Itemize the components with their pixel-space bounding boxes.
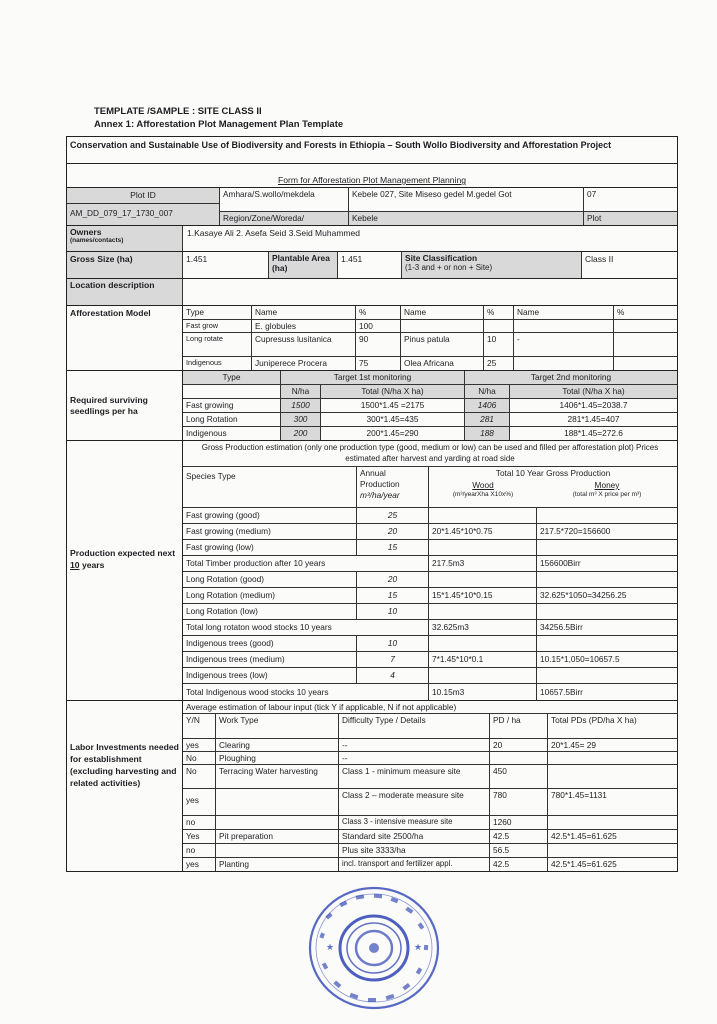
seedlings-header-target1: Target 1st monitoring — [281, 371, 465, 384]
production-cell-species: Total Timber production after 10 years — [183, 556, 429, 571]
model-cell-pct — [614, 333, 677, 356]
afforestation-model-section — [67, 306, 677, 371]
production-cell-species: Fast growing (good) — [183, 508, 357, 523]
plot-id-value: AM_DD_079_17_1730_007 — [67, 204, 219, 225]
seedlings-cell-total2: 1406*1.45=2038.7 — [559, 400, 628, 410]
seedlings-cell-nha2: 281 — [465, 413, 510, 426]
production-cell-species: Total long rotaton wood stocks 10 years — [183, 620, 429, 635]
labor-label: Labor Investments needed for establishment (excluding harvesting and related activities) — [67, 701, 183, 871]
production-header-wood: Wood — [472, 480, 494, 490]
model-cell-type: Fast grow — [183, 320, 252, 332]
location-value — [183, 279, 677, 305]
model-cell-pct: 10 — [484, 333, 514, 356]
project-title: Conservation and Sustainable Use of Biodiversity and Forests in Ethiopia – South Wollo Biodiversity and Afforestation Project — [70, 140, 612, 150]
labor-row — [183, 816, 677, 830]
labor-cell-total — [548, 765, 677, 788]
production-cell-species: Fast growing (low) — [183, 540, 357, 555]
production-cell-species: Long Rotation (low) — [183, 604, 357, 619]
seedlings-header-nha2: N/ha — [465, 385, 510, 398]
model-header-row — [183, 306, 677, 320]
labor-cell-pd: 450 — [490, 765, 548, 788]
production-total-row — [183, 684, 677, 700]
labor-cell-work — [216, 816, 339, 829]
labor-cell-difficulty: incl. transport and fertilizer appl. — [339, 858, 490, 871]
production-total-row — [183, 620, 677, 636]
production-cell-annual: 25 — [357, 508, 429, 523]
labor-cell-yn: Yes — [183, 830, 216, 843]
labor-section — [67, 701, 677, 871]
labor-cell-pd: 42.5 — [490, 830, 548, 843]
gross-size-value: 1.451 — [183, 252, 269, 278]
seedlings-row — [183, 399, 677, 413]
seedlings-cell-nha: 1500 — [281, 399, 321, 412]
labor-cell-difficulty: Plus site 3333/ha — [339, 844, 490, 857]
production-cell-money: 10.15*1,050=10657.5 — [540, 654, 620, 664]
model-header-name-2: Name — [401, 306, 484, 319]
model-header-type: Type — [183, 306, 252, 319]
production-header-annual: Annual Production — [360, 468, 400, 489]
model-row — [183, 333, 677, 357]
labor-cell-yn: yes — [183, 858, 216, 871]
seedlings-header-total2: Total (N/ha X ha) — [510, 385, 677, 398]
labor-cell-difficulty: -- — [339, 739, 490, 751]
template-heading: TEMPLATE /SAMPLE : SITE CLASS II — [94, 106, 262, 117]
seedlings-cell-total2: 188*1.45=272.6 — [564, 428, 623, 438]
model-header-name-1: Name — [252, 306, 356, 319]
production-cell-wood: 217.5m3 — [429, 556, 537, 571]
production-cell-species: Total Indigenous wood stocks 10 years — [183, 684, 429, 700]
seedlings-cell-total: 1500*1.45 =2175 — [321, 399, 465, 412]
production-note: Gross Production estimation (only one production type (good, medium or low) can be used and filled per afforestation plot) Prices estimated after harvest and yarding at road side — [201, 443, 659, 463]
seedlings-header-target2: Target 2nd monitoring — [530, 372, 612, 382]
production-cell-wood — [429, 604, 537, 619]
location-row — [67, 279, 677, 306]
model-cell-name: Juniperece Procera — [252, 357, 356, 370]
labor-row — [183, 789, 677, 816]
production-row — [183, 636, 677, 652]
production-cell-species: Long Rotation (good) — [183, 572, 357, 587]
production-cell-wood: 10.15m3 — [429, 684, 537, 700]
labor-cell-pd: 780 — [490, 789, 548, 815]
production-header-row — [183, 467, 677, 508]
labor-grid — [183, 701, 677, 871]
production-cell-annual: 10 — [357, 636, 429, 651]
production-cell-wood: 15*1.45*10*0.15 — [429, 588, 537, 603]
svg-text:★: ★ — [326, 943, 335, 953]
official-stamp-icon — [306, 884, 442, 1012]
production-row — [183, 604, 677, 620]
model-cell-type: Long rotate — [183, 333, 252, 356]
plan-table — [66, 136, 678, 872]
production-cell-wood: 32.625m3 — [429, 620, 537, 635]
seedlings-cell-type: Fast growing — [183, 399, 281, 412]
seedlings-cell-total: 300*1.45=435 — [321, 413, 465, 426]
seedlings-section — [67, 371, 677, 441]
production-row — [183, 540, 677, 556]
production-header-money: Money — [594, 480, 620, 490]
production-label: Production expected next 10 years — [70, 548, 176, 570]
production-total-row — [183, 556, 677, 572]
seedlings-cell-total: 200*1.45=290 — [321, 427, 465, 440]
model-cell-name — [401, 320, 484, 332]
production-row — [183, 668, 677, 684]
production-cell-money — [537, 636, 677, 651]
production-cell-money: 10657.5Birr — [540, 687, 583, 697]
labor-row — [183, 739, 677, 752]
production-header-annual-unit: m³/ha/year — [360, 490, 400, 500]
region-label: Region/Zone/Woreda/ — [220, 212, 348, 225]
labor-header-yn: Y/N — [183, 714, 216, 738]
seedlings-header-nha: N/ha — [281, 385, 321, 398]
seedlings-header-type: Type — [183, 371, 281, 384]
model-cell-type: Indigenous — [183, 357, 252, 370]
production-cell-wood: 7*1.45*10*0.1 — [429, 652, 537, 667]
model-cell-name: - — [514, 333, 614, 356]
labor-cell-work — [216, 844, 339, 857]
production-row — [183, 572, 677, 588]
project-title-row — [67, 137, 677, 164]
owners-sublabel: (names/contacts) — [70, 237, 124, 244]
production-cell-annual: 4 — [357, 668, 429, 683]
owners-label: Owners — [70, 227, 102, 237]
labor-cell-yn: yes — [183, 739, 216, 751]
production-cell-wood — [429, 540, 537, 555]
production-cell-money — [537, 508, 677, 523]
plot-id-block — [67, 188, 677, 226]
model-header-pct-1: % — [356, 306, 401, 319]
plantable-area-value: 1.451 — [338, 252, 402, 278]
owners-row — [67, 226, 677, 252]
gross-size-label: Gross Size (ha) — [67, 252, 183, 278]
seedlings-cell-nha2: 1406 — [465, 399, 510, 412]
labor-row — [183, 765, 677, 789]
seedlings-label: Required surviving seedlings per ha — [67, 371, 183, 440]
seedlings-row — [183, 413, 677, 427]
production-row — [183, 588, 677, 604]
production-cell-wood — [429, 636, 537, 651]
labor-cell-difficulty: Class 2 – moderate measure site — [339, 789, 490, 815]
labor-cell-total: 42.5*1.45=61.625 — [551, 831, 617, 841]
labor-cell-pd: 20 — [490, 739, 548, 751]
labor-cell-pd: 42.5 — [490, 858, 548, 871]
production-cell-species: Indigenous trees (low) — [183, 668, 357, 683]
production-cell-money — [537, 668, 677, 683]
production-cell-annual: 20 — [357, 524, 429, 539]
production-header-money-unit: (total m³ X price per m³) — [572, 491, 642, 498]
production-cell-money: 156600Birr — [540, 558, 581, 568]
model-cell-name: Pinus patula — [401, 333, 484, 356]
region-value: Amhara/S.wollo/mekdela — [220, 188, 348, 212]
production-header-total: Total 10 Year Gross Production — [495, 468, 611, 478]
production-cell-species: Indigenous trees (good) — [183, 636, 357, 651]
seedlings-cell-nha2: 188 — [465, 427, 510, 440]
production-cell-wood — [429, 572, 537, 587]
seedlings-grid — [183, 371, 677, 440]
seedlings-cell-type: Long Rotation — [183, 413, 281, 426]
production-cell-money — [537, 540, 677, 555]
labor-cell-pd — [490, 752, 548, 764]
labor-header-difficulty: Difficulty Type / Details — [339, 714, 490, 738]
annex-heading: Annex 1: Afforestation Plot Management Plan Template — [94, 119, 344, 130]
model-cell-pct — [484, 320, 514, 332]
model-cell-pct: 90 — [356, 333, 401, 356]
labor-cell-total: 42.5*1.45=61.625 — [551, 859, 617, 869]
production-cell-money: 32.625*1050=34256.25 — [540, 590, 627, 600]
seedlings-cell-total2: 281*1.45=407 — [567, 414, 620, 424]
production-header-species: Species Type — [183, 467, 357, 507]
model-cell-name — [514, 357, 614, 370]
seedlings-header-total: Total (N/ha X ha) — [321, 385, 465, 398]
model-header-name-3: Name — [514, 306, 614, 319]
site-class-sublabel: (1-3 and + or non + Site) — [405, 263, 493, 272]
model-header-pct-2: % — [484, 306, 514, 319]
labor-cell-work: Pit preparation — [216, 830, 339, 843]
labor-cell-total — [548, 752, 677, 764]
labor-cell-total — [548, 816, 677, 829]
model-cell-pct — [614, 320, 677, 332]
labor-header-row — [183, 714, 677, 739]
labor-cell-total — [548, 844, 677, 857]
labor-cell-difficulty: -- — [339, 752, 490, 764]
labor-cell-pd: 56.5 — [490, 844, 548, 857]
seedlings-cell-nha: 300 — [281, 413, 321, 426]
model-cell-pct: 100 — [356, 320, 401, 332]
production-row — [183, 524, 677, 540]
labor-cell-difficulty: Class 3 - intensive measure site — [339, 816, 490, 829]
labor-row — [183, 752, 677, 765]
labor-cell-yn: yes — [183, 789, 216, 815]
labor-cell-work — [216, 789, 339, 815]
model-cell-name: E. globules — [252, 320, 356, 332]
model-cell-name: Olea Africana — [401, 357, 484, 370]
seedlings-cell-type: Indigenous — [183, 427, 281, 440]
labor-note-row — [183, 701, 677, 714]
model-row — [183, 357, 677, 370]
kebele-value: Kebele 027, Site Miseso gedel M.gedel Got — [349, 188, 583, 212]
production-cell-annual: 10 — [357, 604, 429, 619]
production-note-row — [183, 441, 677, 467]
model-cell-name — [514, 320, 614, 332]
production-cell-species: Fast growing (medium) — [183, 524, 357, 539]
labor-cell-difficulty: Standard site 2500/ha — [339, 830, 490, 843]
production-cell-money — [537, 604, 677, 619]
owners-value: 1.Kasaye Ali 2. Asefa Seid 3.Seid Muhammed — [187, 228, 360, 238]
model-cell-name: Cupresuss lusitanica — [252, 333, 356, 356]
labor-row — [183, 844, 677, 858]
model-grid — [183, 306, 677, 370]
location-label: Location description — [67, 279, 183, 305]
labor-row — [183, 858, 677, 871]
production-cell-annual: 7 — [357, 652, 429, 667]
production-cell-annual: 15 — [357, 540, 429, 555]
production-row — [183, 508, 677, 524]
seedlings-subheader-row — [183, 385, 677, 399]
labor-header-pd: PD / ha — [490, 714, 548, 738]
production-section — [67, 441, 677, 701]
production-cell-wood — [429, 668, 537, 683]
gross-size-row — [67, 252, 677, 279]
svg-text:★: ★ — [414, 943, 423, 953]
labor-cell-yn: No — [183, 765, 216, 788]
labor-cell-work: Ploughing — [216, 752, 339, 764]
production-cell-annual: 20 — [357, 572, 429, 587]
production-cell-species: Indigenous trees (medium) — [183, 652, 357, 667]
production-grid — [183, 441, 677, 700]
production-cell-wood — [429, 508, 537, 523]
labor-note: Average estimation of labour input (tick Y if applicable, N if not applicable) — [186, 702, 457, 712]
seedlings-cell-nha: 200 — [281, 427, 321, 440]
seedlings-row — [183, 427, 677, 440]
labor-cell-work: Clearing — [216, 739, 339, 751]
model-row — [183, 320, 677, 333]
model-header-pct-3: % — [617, 307, 625, 317]
labor-cell-work: Terracing Water harvesting — [216, 765, 339, 788]
labor-header-work: Work Type — [216, 714, 339, 738]
labor-cell-difficulty: Class 1 - minimum measure site — [339, 765, 490, 788]
labor-cell-total: 780*1.45=1131 — [551, 790, 607, 800]
production-cell-money: 217.5*720=156600 — [540, 526, 611, 536]
site-class-value: Class II — [585, 254, 614, 264]
seedlings-header-row — [183, 371, 677, 385]
model-cell-pct: 25 — [484, 357, 514, 370]
form-title: Form for Afforestation Plot Management Planning — [277, 175, 467, 185]
labor-cell-work: Planting — [216, 858, 339, 871]
plot-number: 07 — [584, 188, 677, 212]
labor-cell-yn: no — [183, 816, 216, 829]
production-cell-money — [537, 572, 677, 587]
production-cell-money: 34256.5Birr — [540, 622, 583, 632]
model-cell-pct: 75 — [356, 357, 401, 370]
labor-cell-yn: No — [183, 752, 216, 764]
production-cell-annual: 15 — [357, 588, 429, 603]
production-cell-species: Long Rotation (medium) — [183, 588, 357, 603]
site-class-label: Site Classification — [405, 253, 478, 263]
afforestation-model-label: Afforestation Model — [67, 306, 183, 370]
labor-row — [183, 830, 677, 844]
labor-cell-yn: no — [183, 844, 216, 857]
plantable-area-label: Plantable Area (ha) — [269, 252, 338, 278]
form-title-row — [67, 164, 677, 188]
plot-label: Plot — [584, 212, 677, 225]
production-cell-wood: 20*1.45*10*0.75 — [429, 524, 537, 539]
model-cell-pct — [614, 357, 677, 370]
plot-id-label: Plot ID — [67, 188, 219, 204]
production-row — [183, 652, 677, 668]
labor-header-total: Total PDs (PD/ha X ha) — [551, 715, 637, 725]
labor-cell-pd: 1260 — [490, 816, 548, 829]
labor-cell-total: 20*1.45= 29 — [551, 740, 596, 750]
kebele-label: Kebele — [349, 212, 583, 225]
production-header-wood-unit: (m³/yearXha X10x%) — [452, 491, 514, 498]
